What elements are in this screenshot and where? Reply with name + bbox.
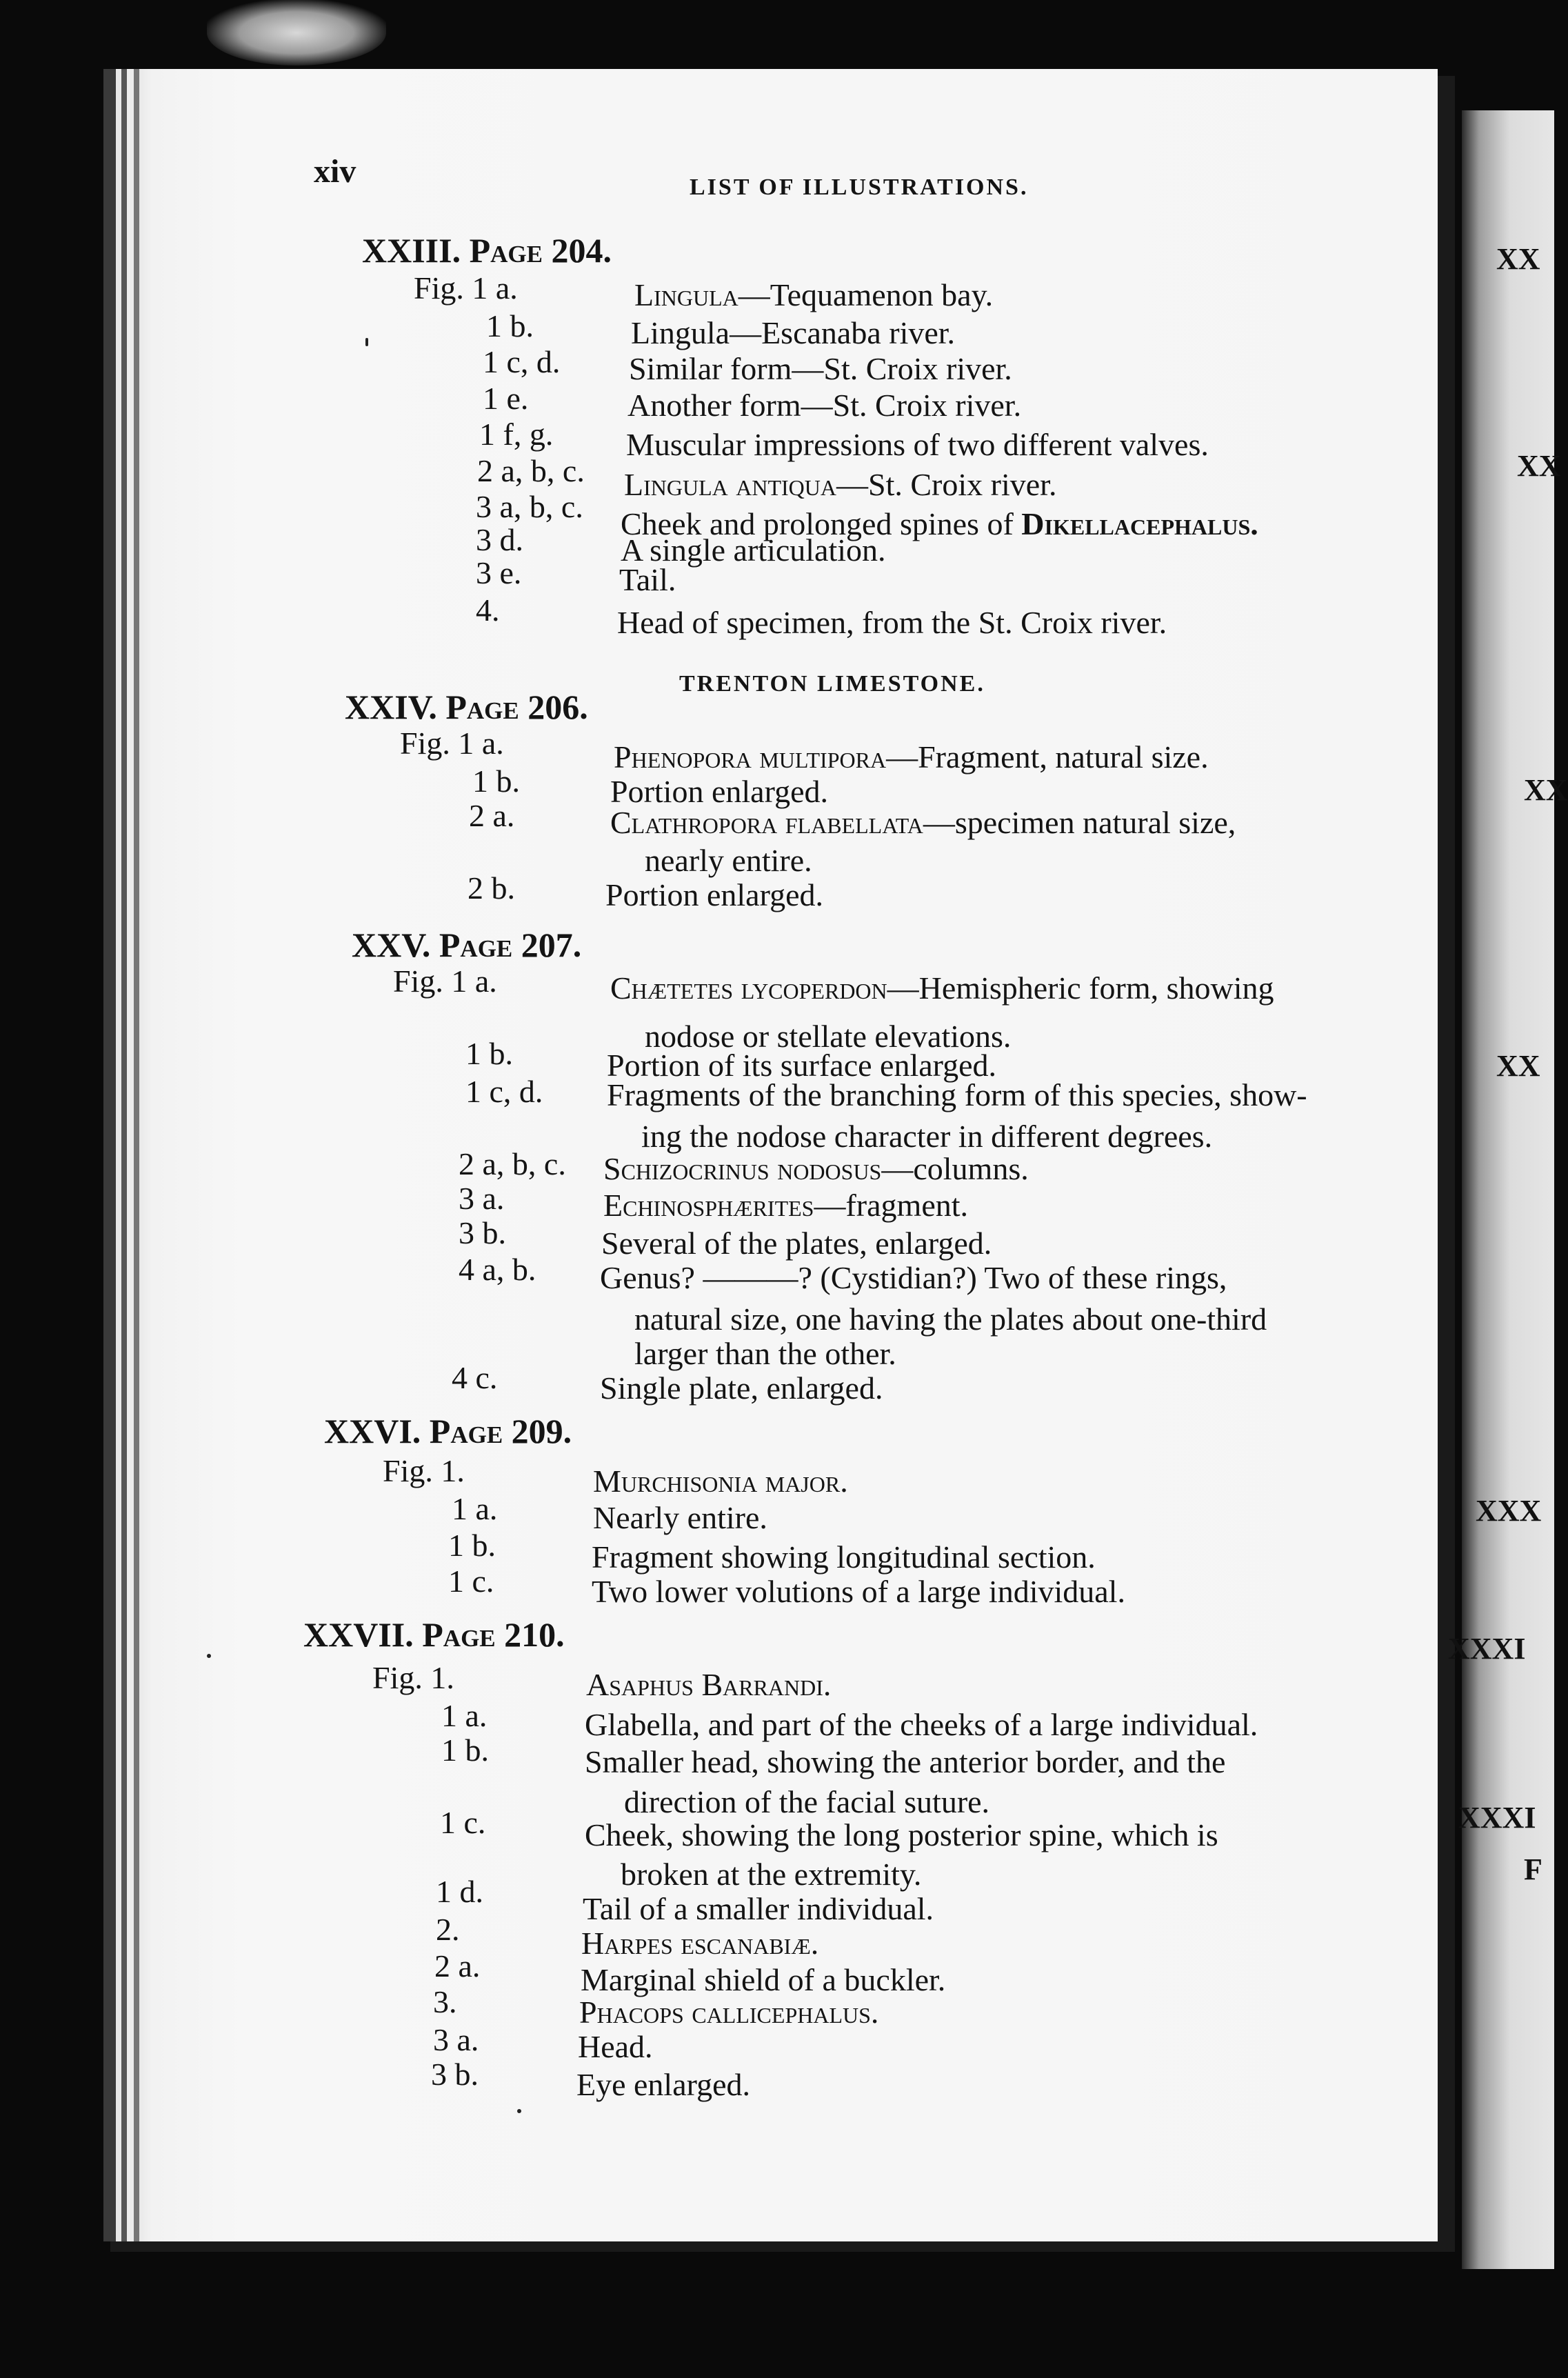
figure-label: 3 b. (459, 1215, 506, 1250)
figure-description: Clathropora flabellata—specimen natural size, (610, 805, 1236, 840)
figure-label: Fig. 1 a. (393, 963, 497, 999)
figure-label: 2. (436, 1912, 460, 1947)
plate-page: Page 210. (422, 1615, 565, 1654)
figure-label: 4 c. (452, 1360, 498, 1395)
adjacent-page-edge (1448, 110, 1568, 2269)
figure-description: Cheek, showing the long posterior spine, which is (585, 1817, 1218, 1852)
figure-label: 4 a, b. (459, 1252, 536, 1287)
edge-fragment: XX (1496, 242, 1540, 276)
figure-label: 1 b. (465, 1036, 513, 1071)
figure-description: Muscular impressions of two different valves. (626, 427, 1209, 462)
figure-description: Two lower volutions of a large individual. (592, 1574, 1125, 1609)
figure-label: 1 b. (441, 1732, 489, 1768)
plate-heading (303, 1617, 565, 1652)
scan-blot (207, 0, 386, 66)
figure-label: 1 c, d. (465, 1074, 543, 1109)
figure-description-continued: natural size, one having the plates about one-third (634, 1301, 1267, 1337)
figure-description: Nearly entire. (593, 1500, 767, 1535)
page-number: xiv (314, 153, 356, 190)
figure-label: 1 b. (448, 1528, 496, 1563)
ink-speck (517, 2109, 521, 2113)
figure-description: Portion enlarged. (610, 774, 828, 809)
plate-heading (362, 233, 612, 268)
edge-fragment: F (1524, 1852, 1542, 1886)
figure-label: 3 a, b, c. (476, 489, 583, 524)
figure-description: Head. (578, 2029, 653, 2064)
figure-label: 4. (476, 592, 500, 628)
figure-label: 1 b. (472, 763, 520, 799)
edge-fragment: XXXI (1448, 1632, 1526, 1666)
figure-description: Fragments of the branching form of this species, show- (607, 1077, 1307, 1112)
figure-description: Single plate, enlarged. (600, 1370, 883, 1406)
figure-description-continued: direction of the facial suture. (624, 1784, 990, 1819)
figure-description-continued: nodose or stellate elevations. (645, 1019, 1012, 1054)
plate-number: XXVII. (303, 1615, 414, 1654)
figure-label: 3 e. (476, 555, 522, 590)
figure-label: Fig. 1. (372, 1660, 454, 1695)
figure-description: Head of specimen, from the St. Croix river. (617, 605, 1167, 640)
edge-fragment: XX (1524, 773, 1568, 807)
figure-label: Fig. 1 a. (414, 270, 518, 306)
figure-label: 2 a. (469, 798, 515, 833)
figure-description: Similar form—St. Croix river. (629, 351, 1012, 386)
figure-label: Fig. 1 a. (400, 726, 504, 761)
figure-description: Portion enlarged. (605, 877, 823, 912)
plate-number: XXV. (352, 926, 431, 964)
formation-subheading: TRENTON LIMESTONE. (679, 671, 985, 697)
figure-description: Schizocrinus nodosus—columns. (603, 1151, 1029, 1186)
plate-page: Page 204. (469, 231, 612, 270)
figure-label: 1 c. (440, 1805, 486, 1840)
figure-label: 2 b. (468, 870, 515, 906)
figure-description: Tail. (619, 562, 676, 597)
edge-fragment: XXX (1476, 1494, 1542, 1528)
ink-speck (207, 1654, 211, 1658)
plate-page: Page 209. (429, 1412, 572, 1450)
plate-page: Page 207. (439, 926, 582, 964)
figure-label: 1 e. (483, 381, 529, 416)
figure-description: Lingula antiqua—St. Croix river. (624, 467, 1057, 502)
figure-description: Several of the plates, enlarged. (601, 1226, 992, 1261)
figure-description: Lingula—Tequamenon bay. (634, 277, 994, 312)
figure-label: 1 b. (486, 308, 534, 343)
figure-description: Fragment showing longitudinal section. (592, 1539, 1096, 1575)
figure-description: Tail of a smaller individual. (583, 1891, 934, 1926)
figure-label: 1 c. (448, 1563, 494, 1599)
edge-fragment: XXXI (1458, 1801, 1536, 1835)
plate-heading (352, 928, 581, 962)
plate-heading (324, 1414, 572, 1448)
figure-label: Fig. 1. (383, 1453, 465, 1488)
figure-description: Murchisonia major. (593, 1463, 848, 1499)
figure-description: Genus? ———? (Cystidian?) Two of these rings, (600, 1260, 1227, 1295)
figure-label: 3. (433, 1984, 457, 2019)
figure-description: Glabella, and part of the cheeks of a large individual. (585, 1707, 1258, 1742)
figure-description: Echinosphærites—fragment. (603, 1188, 969, 1223)
plate-number: XXIV. (345, 688, 437, 726)
edge-fragment: XX (1517, 449, 1561, 483)
figure-label: 3 b. (431, 2057, 479, 2092)
plate-number: XXIII. (362, 231, 461, 270)
figure-label: 1 c, d. (483, 344, 561, 379)
figure-description: Chætetes lycoperdon—Hemispheric form, showing (610, 970, 1274, 1006)
figure-description: Smaller head, showing the anterior border, and the (585, 1744, 1226, 1779)
edge-fragment: XX (1496, 1049, 1540, 1083)
plate-number: XXVI. (324, 1412, 421, 1450)
figure-description-continued: broken at the extremity. (621, 1857, 922, 1892)
figure-label: 3 d. (476, 522, 523, 557)
figure-description: Lingula—Escanaba river. (631, 315, 956, 350)
figure-description: Portion of its surface enlarged. (607, 1048, 997, 1083)
figure-label: 1 d. (436, 1874, 483, 1909)
figure-label: 3 a. (433, 2022, 479, 2057)
figure-label: 1 f, g. (479, 417, 554, 452)
figure-description: Marginal shield of a buckler. (581, 1962, 946, 1997)
figure-description: Cheek and prolonged spines of Dikellacephalus. (621, 506, 1258, 541)
figure-label: 2 a. (434, 1948, 481, 1984)
figure-label: 1 a. (441, 1698, 488, 1733)
figure-label: 2 a, b, c. (477, 453, 585, 488)
figure-description: Harpes escanabiæ. (581, 1926, 819, 1961)
figure-description: Eye enlarged. (576, 2067, 751, 2102)
figure-description: Phacops callicephalus. (579, 1995, 879, 2030)
ink-speck (365, 338, 368, 346)
figure-description-continued: ing the nodose character in different degrees. (641, 1119, 1213, 1154)
figure-label: 1 a. (452, 1491, 498, 1526)
figure-description: Another form—St. Croix river. (627, 388, 1022, 423)
figure-label: 3 a. (459, 1181, 505, 1216)
running-head: LIST OF ILLUSTRATIONS. (690, 174, 1029, 200)
figure-description: Phenopora multipora—Fragment, natural size. (614, 739, 1209, 775)
figure-label: 2 a, b, c. (459, 1146, 566, 1181)
figure-description: Asaphus Barrandi. (586, 1667, 832, 1702)
figure-description-continued: nearly entire. (645, 843, 812, 878)
figure-description: A single articulation. (621, 532, 886, 568)
plate-page: Page 206. (445, 688, 588, 726)
figure-description-continued: larger than the other. (634, 1336, 896, 1371)
plate-heading (345, 690, 588, 724)
